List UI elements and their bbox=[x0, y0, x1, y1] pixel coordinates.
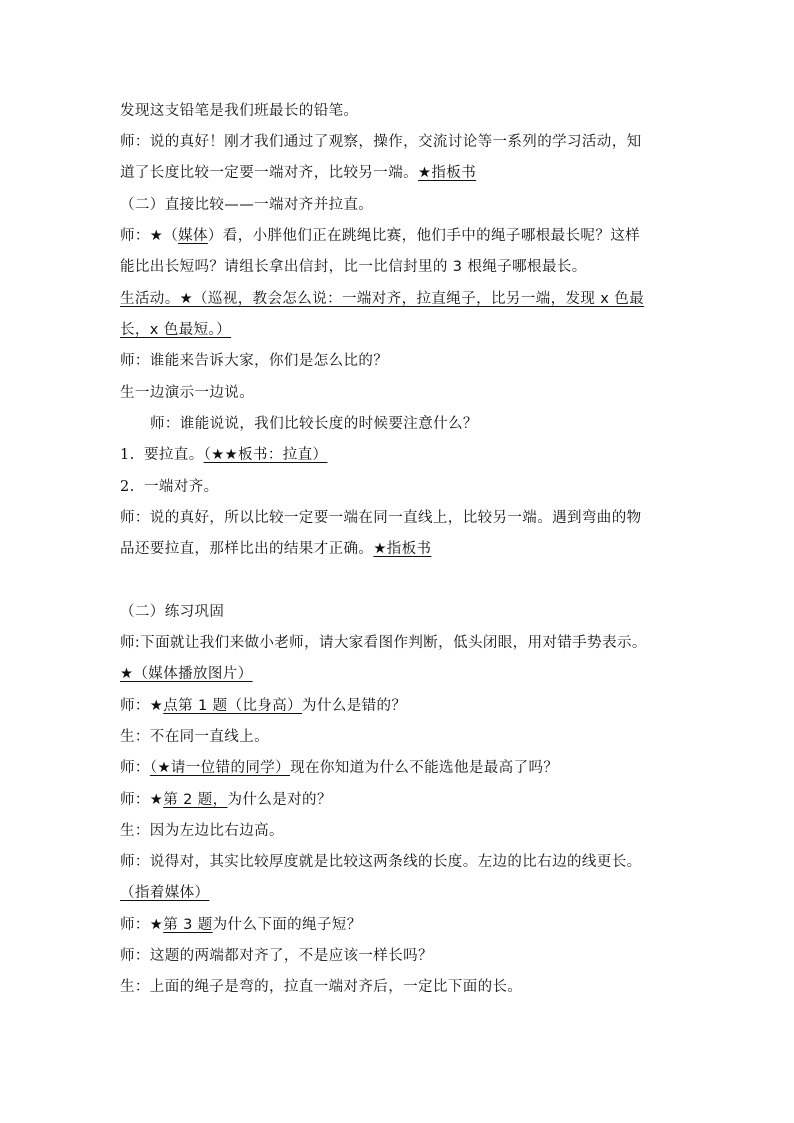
question-ref: 第 3 题 bbox=[163, 917, 213, 933]
activity-note: 长，x 色最短。） bbox=[120, 322, 232, 338]
media-note: 媒体 bbox=[178, 228, 208, 244]
text-line bbox=[120, 758, 558, 778]
text-line bbox=[120, 696, 406, 716]
text-line: 师：这题的两端都对齐了，不是应该一样长吗？ bbox=[120, 948, 433, 964]
text-segment: 现在你知道为什么不能选他是最高了吗？ bbox=[290, 760, 559, 776]
board-note: ★指板书 bbox=[418, 165, 477, 181]
question-ref: 第 2 题， bbox=[163, 792, 228, 808]
board-note: （★★板书：拉直） bbox=[203, 447, 328, 463]
text-segment: 为什么是对的？ bbox=[227, 792, 332, 808]
text-line: 生：因为左边比右边高。 bbox=[120, 823, 284, 839]
text-line: 能比出长短吗？请组长拿出信封，比一比信封里的 3 根绳子哪根最长。 bbox=[120, 259, 587, 275]
text-line: 师：谁能说说，我们比较长度的时候要注意什么？ bbox=[150, 416, 478, 432]
text-segment: 品还要拉直，那样比出的结果才正确。 bbox=[120, 541, 374, 557]
text-segment: 师：★ bbox=[120, 917, 164, 933]
text-line: 生一边演示一边说。 bbox=[120, 385, 255, 401]
text-line: 师：说的真好！刚才我们通过了观察，操作，交流讨论等一系列的学习活动，知 bbox=[120, 134, 642, 150]
text-line bbox=[120, 226, 640, 246]
text-line: 生：不在同一直线上。 bbox=[120, 729, 269, 745]
text-line: 师:下面就让我们来做小老师，请大家看图作判断，低头闭眼，用对错手势表示。 bbox=[120, 635, 647, 651]
section-heading: （二）直接比较——一端对齐并拉直。 bbox=[120, 197, 374, 213]
board-note: ★指板书 bbox=[373, 541, 432, 557]
text-segment: 师： bbox=[120, 760, 150, 776]
text-line: 师：说得对，其实比较厚度就是比较这两条线的长度。左边的比右边的线更长。 bbox=[120, 854, 642, 870]
question-ref: 点第 1 题（比身高） bbox=[163, 698, 303, 714]
media-note: ★（媒体播放图片） bbox=[120, 666, 253, 682]
text-segment: 道了长度比较一定要一端对齐，比较另一端。 bbox=[120, 165, 418, 181]
text-segment: ）看，小胖他们正在跳绳比赛，他们手中的绳子哪根最长呢？这样 bbox=[207, 228, 641, 244]
text-line: 师：说的真好，所以比较一定要一端在同一直线上，比较另一端。遇到弯曲的物 bbox=[120, 510, 642, 526]
text-line bbox=[120, 539, 431, 559]
text-segment: 师：★ bbox=[120, 792, 164, 808]
text-segment: 为什么是错的？ bbox=[302, 698, 407, 714]
activity-note: 生活动。★（巡视，教会怎么说：一端对齐，拉直绳子，比另一端，发现 x 色最 bbox=[120, 291, 645, 307]
text-line bbox=[120, 790, 332, 810]
text-line: 发现这支铅笔是我们班最长的铅笔。 bbox=[120, 103, 359, 119]
text-segment: 师：★ bbox=[120, 698, 164, 714]
list-item bbox=[120, 477, 219, 497]
text-line bbox=[120, 915, 362, 935]
section-heading: （二）练习巩固 bbox=[120, 604, 225, 620]
list-number: 2. bbox=[120, 479, 135, 495]
text-segment: 师：★（ bbox=[120, 228, 179, 244]
text-segment: 为什么下面的绳子短？ bbox=[212, 917, 362, 933]
text-line: 生：上面的绳子是弯的，拉直一端对齐后，一定比下面的长。 bbox=[120, 979, 523, 995]
action-note: （★请一位错的同学） bbox=[149, 760, 291, 776]
text-line bbox=[120, 163, 476, 183]
list-item bbox=[120, 445, 327, 465]
text-segment: 一端对齐。 bbox=[144, 479, 219, 495]
media-note: （指着媒体） bbox=[120, 885, 210, 901]
text-segment: 要拉直。 bbox=[144, 447, 204, 463]
list-number: 1. bbox=[120, 447, 135, 463]
text-line: 师：谁能来告诉大家，你们是怎么比的？ bbox=[120, 353, 389, 369]
